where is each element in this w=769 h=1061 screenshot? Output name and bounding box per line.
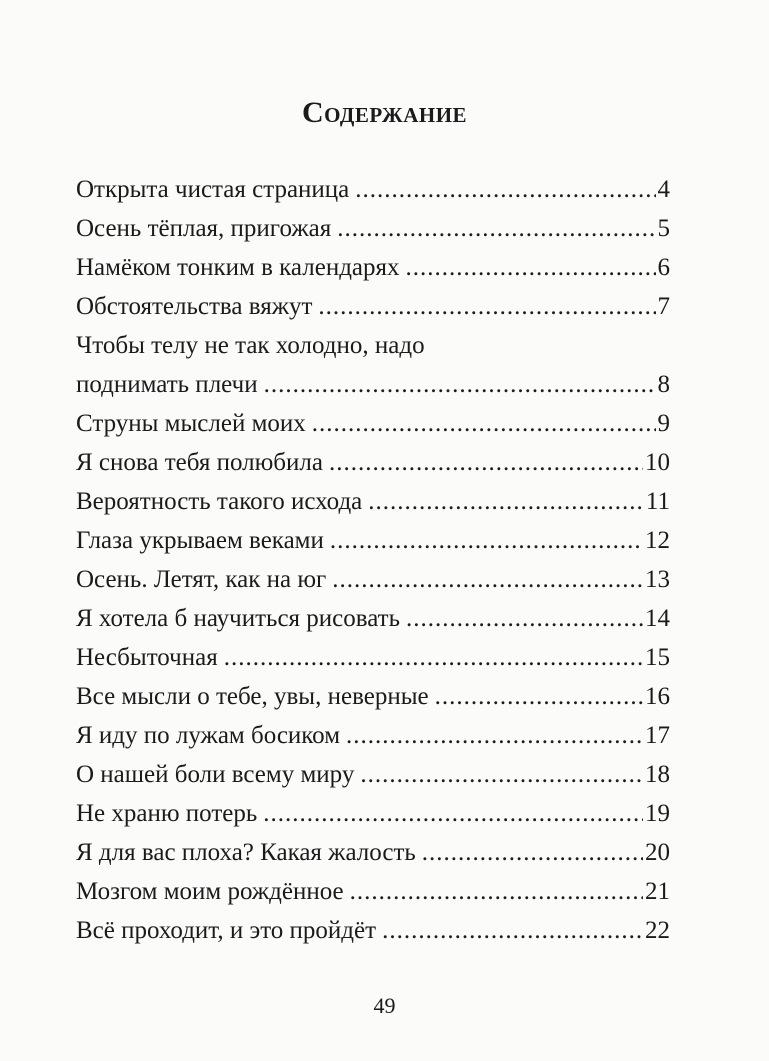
dot-leader xyxy=(337,209,655,248)
toc-entry-page: 9 xyxy=(657,410,670,437)
toc-entry xyxy=(76,404,670,443)
toc-entry-title: Осень. Летят, как на юг xyxy=(76,566,327,593)
toc-entry-page: 8 xyxy=(657,371,670,398)
toc-entry xyxy=(76,560,670,599)
toc-entry-title: Я снова тебя полюбила xyxy=(76,449,323,476)
toc-entry-page: 10 xyxy=(645,449,670,476)
dot-leader xyxy=(332,560,643,599)
dot-leader xyxy=(329,443,643,482)
toc-title: Содержание xyxy=(301,96,468,129)
toc-entry xyxy=(76,638,670,677)
toc-entry-page: 20 xyxy=(645,839,670,866)
dot-leader xyxy=(422,833,643,872)
toc-entry-title: Глаза укрываем веками xyxy=(76,527,324,554)
toc-entry xyxy=(76,521,670,560)
toc-entry-page: 14 xyxy=(645,605,670,632)
toc-entry-title: Я хотела б научиться рисовать xyxy=(76,605,401,632)
toc-entry-page: 21 xyxy=(645,878,670,905)
toc-entry xyxy=(76,755,670,794)
toc-entry xyxy=(76,248,670,287)
toc-entry-title: Вероятность такого исхода xyxy=(76,488,363,515)
toc-entry-title: поднимать плечи xyxy=(76,371,258,398)
toc-entry-page: 18 xyxy=(645,761,670,788)
dot-leader xyxy=(318,287,655,326)
toc-entry-title: Открыта чистая страница xyxy=(76,176,350,203)
page-number: 49 xyxy=(373,993,396,1018)
toc-entry-title-line1: Чтобы телу не так холодно, надо xyxy=(76,332,425,359)
toc-entry-row xyxy=(76,365,670,404)
toc-entry xyxy=(76,482,670,521)
toc-entry-page: 15 xyxy=(645,644,670,671)
toc-entry xyxy=(76,911,670,950)
dot-leader xyxy=(263,794,643,833)
toc-entry-page: 13 xyxy=(645,566,670,593)
toc-entry xyxy=(76,599,670,638)
toc-entry-title: О нашей боли всему миру xyxy=(76,761,355,788)
toc-entry-page: 19 xyxy=(645,800,670,827)
toc-entry-title: Струны мыслей моих xyxy=(76,410,306,437)
toc-entry-page: 22 xyxy=(645,917,670,944)
dot-leader xyxy=(360,755,643,794)
toc-entry-page: 7 xyxy=(657,293,670,320)
dot-leader xyxy=(355,170,655,209)
toc-entry-title: Не храню потерь xyxy=(76,800,258,827)
toc-entry-page: 4 xyxy=(657,176,670,203)
toc-entry xyxy=(76,794,670,833)
toc-entry-title: Я иду по лужам босиком xyxy=(76,722,341,749)
toc-entry xyxy=(76,833,670,872)
table-of-contents xyxy=(76,170,670,950)
toc-entry xyxy=(76,209,670,248)
toc-entry xyxy=(76,677,670,716)
toc-entry-page: 11 xyxy=(645,488,670,515)
toc-entry-title: Всё проходит, и это пройдёт xyxy=(76,917,377,944)
toc-entry xyxy=(76,287,670,326)
toc-entry xyxy=(76,326,670,404)
toc-entry xyxy=(76,443,670,482)
toc-entry-title: Несбыточная xyxy=(76,644,218,671)
dot-leader xyxy=(406,248,656,287)
toc-entry-page: 16 xyxy=(645,683,670,710)
toc-entry-title: Мозгом моим рождённое xyxy=(76,878,344,905)
toc-entry-title: Обстоятельства вяжут xyxy=(76,293,313,320)
toc-entry-page: 6 xyxy=(657,254,670,281)
toc-entry xyxy=(76,716,670,755)
dot-leader xyxy=(406,599,643,638)
dot-leader xyxy=(350,872,643,911)
dot-leader xyxy=(346,716,643,755)
toc-entry xyxy=(76,170,670,209)
dot-leader xyxy=(312,404,656,443)
toc-entry-page: 12 xyxy=(645,527,670,554)
toc-entry-title: Я для вас плоха? Какая жалость xyxy=(76,839,416,866)
dot-leader xyxy=(435,677,643,716)
toc-entry-title: Осень тёплая, пригожая xyxy=(76,215,332,242)
toc-entry-title: Все мысли о тебе, увы, неверные xyxy=(76,683,429,710)
toc-entry-page: 5 xyxy=(657,215,670,242)
toc-entry xyxy=(76,872,670,911)
toc-entry-page: 17 xyxy=(645,722,670,749)
dot-leader xyxy=(368,482,644,521)
dot-leader xyxy=(382,911,643,950)
dot-leader xyxy=(264,365,656,404)
toc-entry-title: Намёком тонким в календарях xyxy=(76,254,400,281)
dot-leader xyxy=(224,638,643,677)
dot-leader xyxy=(330,521,643,560)
